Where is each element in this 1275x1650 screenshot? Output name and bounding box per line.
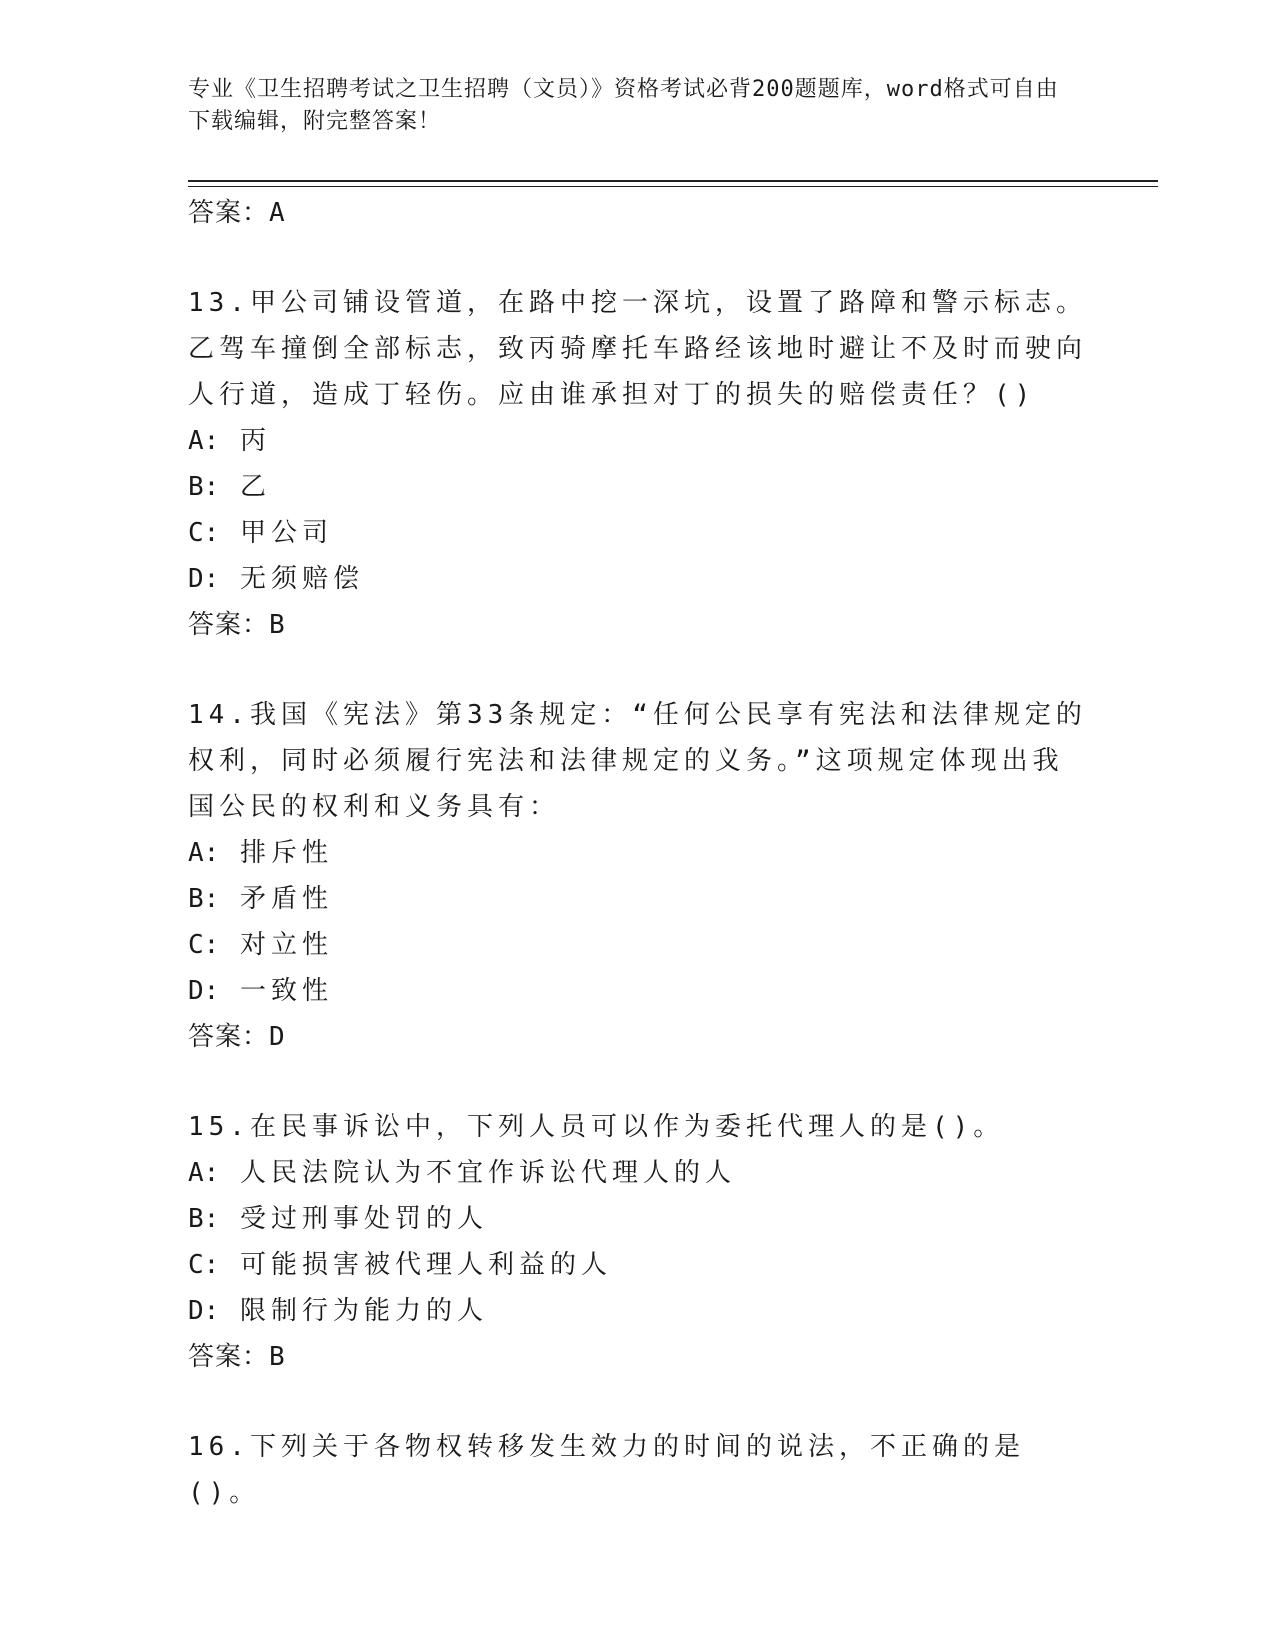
answer-label: 答案： (188, 198, 270, 228)
header-divider-thin (188, 186, 1158, 187)
option-a (188, 1150, 1088, 1196)
option-text: 对立性 (239, 930, 333, 960)
answer-label: 答案： (188, 1342, 270, 1372)
option-c (188, 922, 1088, 968)
question-stem (188, 692, 1088, 830)
option-d (188, 968, 1088, 1014)
option-text: 限制行为能力的人 (239, 1296, 488, 1326)
option-text: 人民法院认为不宜作诉讼代理人的人 (239, 1158, 736, 1188)
answer-label: 答案： (188, 610, 270, 640)
question-13 (188, 280, 1088, 648)
option-text: 一致性 (239, 976, 333, 1006)
option-b (188, 876, 1088, 922)
option-key: A: (188, 838, 220, 868)
answer-value: B (269, 610, 286, 640)
option-text: 甲公司 (239, 518, 333, 548)
option-text: 可能损害被代理人利益的人 (239, 1250, 612, 1280)
option-key: B: (188, 472, 220, 502)
option-b (188, 464, 1088, 510)
option-key: D: (188, 976, 220, 1006)
answer-line (188, 190, 1088, 236)
answer-value: D (269, 1022, 286, 1052)
page-header: 专业《卫生招聘考试之卫生招聘（文员）》资格考试必背200题题库，word格式可自由下载编辑，附完整答案！ (188, 77, 1059, 134)
question-number: 15. (188, 1112, 250, 1142)
option-text: 排斥性 (239, 838, 333, 868)
question-stem (188, 1104, 1088, 1150)
question-16 (188, 1424, 1088, 1516)
answer-label: 答案： (188, 1022, 270, 1052)
option-key: B: (188, 884, 220, 914)
option-key: A: (188, 1158, 220, 1188)
question-text: 甲公司铺设管道，在路中挖一深坑，设置了路障和警示标志。乙驾车撞倒全部标志，致丙骑摩托车路经该地时避让不及时而驶向人行道，造成丁轻伤。应由谁承担对丁的损失的赔偿责任？() (188, 288, 1088, 410)
header-divider-thick (188, 180, 1158, 182)
question-number: 13. (188, 288, 250, 318)
option-b (188, 1196, 1088, 1242)
option-key: D: (188, 1296, 220, 1326)
option-text: 乙 (239, 472, 271, 502)
question-stem (188, 1424, 1088, 1516)
question-text: 下列关于各物权转移发生效力的时间的说法，不正确的是()。 (188, 1432, 1025, 1508)
answer-line (188, 602, 1088, 648)
answer-value: A (269, 198, 286, 228)
option-text: 受过刑事处罚的人 (239, 1204, 488, 1234)
option-d (188, 556, 1088, 602)
option-text: 无须赔偿 (239, 564, 364, 594)
option-c (188, 510, 1088, 556)
option-key: D: (188, 564, 220, 594)
question-stem (188, 280, 1088, 418)
answer-line (188, 1334, 1088, 1380)
option-key: C: (188, 518, 220, 548)
option-key: B: (188, 1204, 220, 1234)
question-text: 在民事诉讼中，下列人员可以作为委托代理人的是()。 (249, 1112, 1005, 1142)
option-key: C: (188, 1250, 220, 1280)
answer-value: B (269, 1342, 286, 1372)
question-14 (188, 692, 1088, 1060)
option-c (188, 1242, 1088, 1288)
option-a (188, 830, 1088, 876)
option-d (188, 1288, 1088, 1334)
question-15 (188, 1104, 1088, 1380)
option-a (188, 418, 1088, 464)
question-text: 我国《宪法》第33条规定：“任何公民享有宪法和法律规定的权利，同时必须履行宪法和法律规定的义务。”这项规定体现出我国公民的权利和义务具有： (188, 700, 1087, 822)
option-key: A: (188, 426, 220, 456)
option-text: 矛盾性 (239, 884, 333, 914)
option-text: 丙 (239, 426, 271, 456)
question-number: 14. (188, 700, 250, 730)
option-key: C: (188, 930, 220, 960)
question-number: 16. (188, 1432, 250, 1462)
answer-line (188, 1014, 1088, 1060)
question-list (188, 190, 1088, 1516)
